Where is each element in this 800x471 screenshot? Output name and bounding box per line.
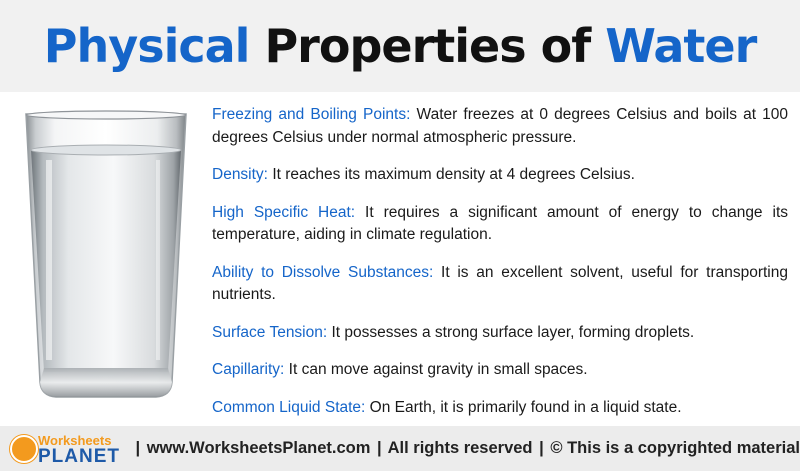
separator: |	[135, 439, 141, 457]
property-description: On Earth, it is primarily found in a liquid state.	[369, 398, 682, 416]
separator: |	[377, 439, 382, 457]
title-bar	[0, 0, 800, 92]
property-term: Capillarity:	[212, 361, 285, 378]
separator: |	[539, 439, 544, 457]
property-term: Surface Tension:	[212, 323, 328, 341]
property-term: High Specific Heat:	[212, 203, 356, 221]
property-term: Density:	[212, 166, 268, 183]
website-link[interactable]: www.WorksheetsPlanet.com	[146, 439, 371, 457]
water-glass-illustration	[22, 110, 190, 402]
copyright-text: This is a copyrighted material	[567, 439, 800, 457]
rights-text: All rights reserved	[387, 439, 533, 457]
title-word-physical: Physical	[43, 19, 250, 73]
property-description: It reaches its maximum density at 4 degrees Celsius.	[272, 166, 635, 183]
worksheets-planet-logo[interactable]	[10, 429, 125, 469]
properties-list	[212, 104, 788, 434]
property-term: Ability to Dissolve Substances:	[212, 263, 434, 281]
list-item	[212, 359, 788, 382]
property-term: Common Liquid State:	[212, 398, 366, 416]
property-term: Freezing and Boiling Points:	[212, 106, 411, 123]
logo-line1: Worksheets	[38, 432, 112, 448]
list-item	[212, 322, 788, 345]
list-item	[212, 262, 788, 307]
footer-bar	[0, 426, 800, 471]
footer-text	[133, 439, 800, 458]
list-item	[212, 104, 788, 149]
property-description: It possesses a strong surface layer, forming droplets.	[331, 323, 695, 341]
title-word-water: Water	[605, 19, 757, 73]
page-title	[44, 19, 757, 73]
list-item	[212, 202, 788, 247]
property-description: Water freezes at 0 degrees Celsius and boils at 100 degrees Celsius under normal atmospheric pressure.	[212, 106, 788, 146]
list-item	[212, 397, 788, 420]
logo-line2: PLANET	[38, 445, 120, 467]
property-description: It can move against gravity in small spaces.	[288, 361, 588, 378]
planet-icon	[10, 435, 38, 463]
title-word-properties-of: Properties of	[264, 19, 591, 73]
list-item	[212, 164, 788, 187]
copyright-icon: ©	[550, 439, 563, 457]
property-description: It requires a significant amount of energy to change its temperature, aiding in climate regulation.	[212, 203, 789, 243]
property-description: It is an excellent solvent, useful for transporting nutrients.	[212, 263, 788, 303]
water-glass-icon	[22, 110, 190, 402]
